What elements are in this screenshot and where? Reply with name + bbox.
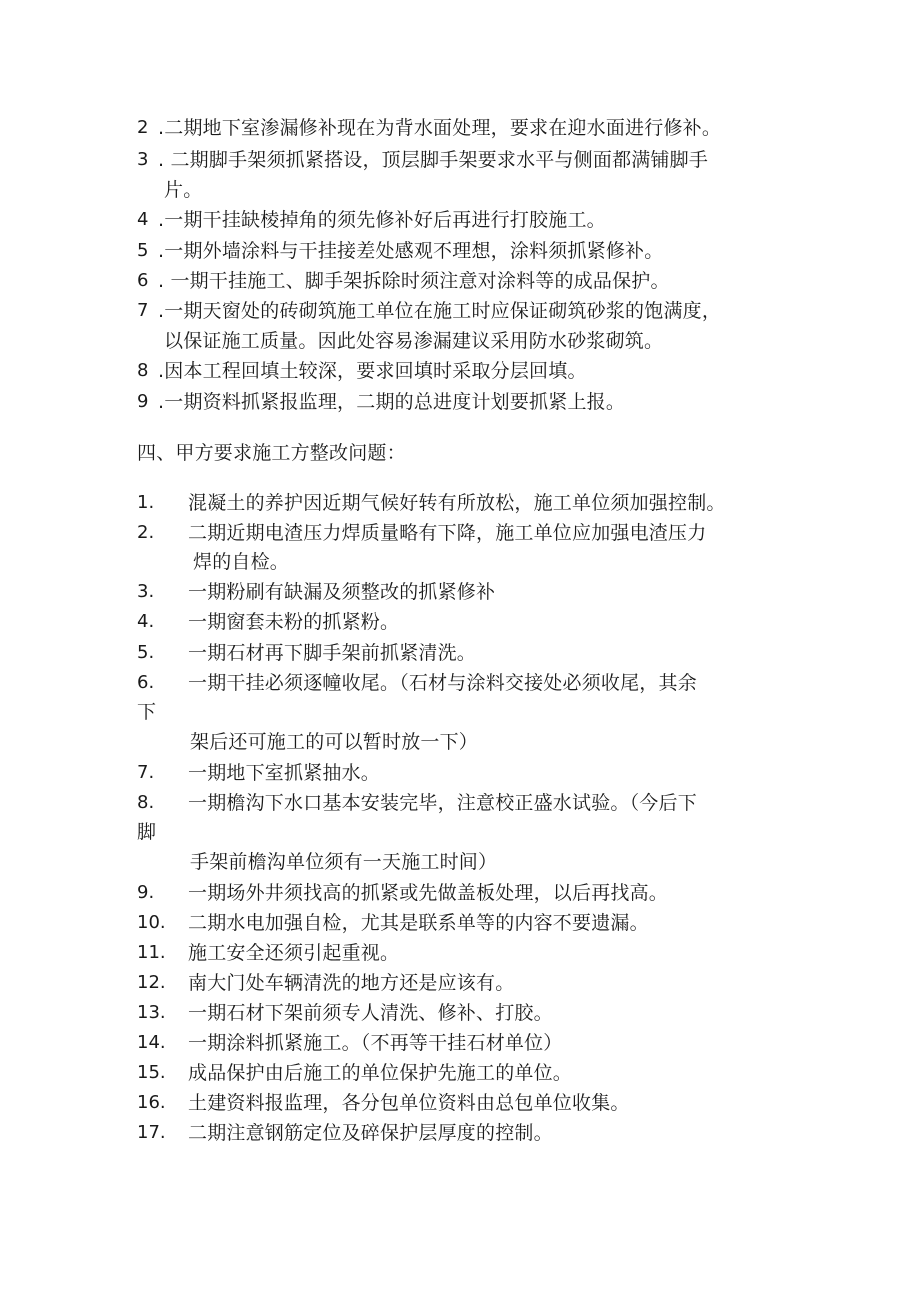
item-number: 8. [137, 792, 155, 813]
item-text: .一期天窗处的砖砌筑施工单位在施工时应保证砌筑砂浆的饱满度， [158, 300, 722, 322]
item-number: 8 [137, 360, 149, 381]
item-text: .一期干挂缺棱掉角的须先修补好后再进行打胶施工。 [158, 209, 606, 231]
item-text: .因本工程回填土较深，要求回填时采取分层回填。 [158, 360, 587, 382]
item-number: 4 [137, 209, 149, 230]
section-heading: 四、甲方要求施工方整改问题： [137, 442, 406, 464]
item-text: 施工安全还须引起重视。 [188, 942, 400, 964]
item-text: 一期石材下架前须专人清洗、修补、打胶。 [188, 1002, 553, 1024]
item-text: . 二期脚手架须抓紧搭设，顶层脚手架要求水平与侧面都满铺脚手 [158, 149, 709, 171]
item-number: 6. [137, 672, 155, 693]
item-text: 一期地下室抓紧抽水。 [188, 762, 381, 784]
item-text: 一期檐沟下水口基本安装完毕，注意校正盛水试验。（今后下 [188, 792, 697, 814]
item-text: 混凝土的养护因近期气候好转有所放松，施工单位须加强控制。 [188, 492, 726, 514]
item-number: 17. [137, 1122, 166, 1143]
item-number: 12. [137, 972, 166, 993]
item-text: .二期地下室渗漏修补现在为背水面处理，要求在迎水面进行修补。 [158, 117, 722, 139]
item-text: 土建资料报监理，各分包单位资料由总包单位收集。 [188, 1092, 630, 1114]
item-text: 二期水电加强自检，尤其是联系单等的内容不要遗漏。 [188, 912, 649, 934]
item-text: 一期干挂必须逐幢收尾。（石材与涂料交接处必须收尾，其余 [188, 672, 697, 694]
item-text: 南大门处车辆清洗的地方还是应该有。 [188, 972, 515, 994]
item-number: 1. [137, 492, 155, 513]
item-number: 4. [137, 611, 155, 632]
item-text: . 一期干挂施工、脚手架拆除时须注意对涂料等的成品保护。 [158, 270, 670, 292]
item-number: 9. [137, 882, 155, 903]
item-number: 3. [137, 581, 155, 602]
item-number: 15. [137, 1062, 166, 1083]
item-number: 2 [137, 117, 149, 138]
item-text-continuation: 焊的自检。 [193, 551, 290, 573]
item-text-continuation: 手架前檐沟单位须有一天施工时间） [190, 851, 498, 873]
item-number: 9 [137, 391, 149, 412]
item-text: 一期涂料抓紧施工。（不再等干挂石材单位） [188, 1032, 563, 1054]
item-number: 2. [137, 522, 155, 543]
item-number: 5 [137, 240, 149, 261]
item-number: 14. [137, 1032, 166, 1053]
item-text-continuation: 片。 [164, 179, 203, 201]
item-number: 13. [137, 1002, 166, 1023]
item-text: 一期窗套未粉的抓紧粉。 [188, 611, 400, 633]
item-text: 一期粉刷有缺漏及须整改的抓紧修补 [188, 581, 496, 603]
item-number: 11. [137, 942, 166, 963]
item-text-wrap: 脚 [137, 821, 157, 843]
item-number: 5. [137, 642, 155, 663]
item-text: .一期外墙涂料与干挂接差处感观不理想，涂料须抓紧修补。 [158, 240, 664, 262]
item-text: .一期资料抓紧报监理，二期的总进度计划要抓紧上报。 [158, 391, 626, 413]
item-number: 3 [137, 149, 149, 170]
item-text: 一期场外井须找高的抓紧或先做盖板处理，以后再找高。 [188, 882, 669, 904]
item-number: 7 [137, 300, 149, 321]
item-text: 一期石材再下脚手架前抓紧清洗。 [188, 642, 477, 664]
item-number: 10. [137, 912, 166, 933]
item-text-continuation: 以保证施工质量。因此处容易渗漏建议采用防水砂浆砌筑。 [164, 330, 664, 352]
item-number: 7. [137, 762, 155, 783]
item-number: 16. [137, 1092, 166, 1113]
item-text: 二期注意钢筋定位及碎保护层厚度的控制。 [188, 1122, 553, 1144]
item-text: 成品保护由后施工的单位保护先施工的单位。 [188, 1062, 573, 1084]
item-text: 二期近期电渣压力焊质量略有下降，施工单位应加强电渣压力 [188, 522, 707, 544]
item-text-wrap: 下 [137, 701, 157, 723]
item-text-continuation: 架后还可施工的可以暂时放一下） [190, 731, 479, 753]
item-number: 6 [137, 270, 149, 291]
